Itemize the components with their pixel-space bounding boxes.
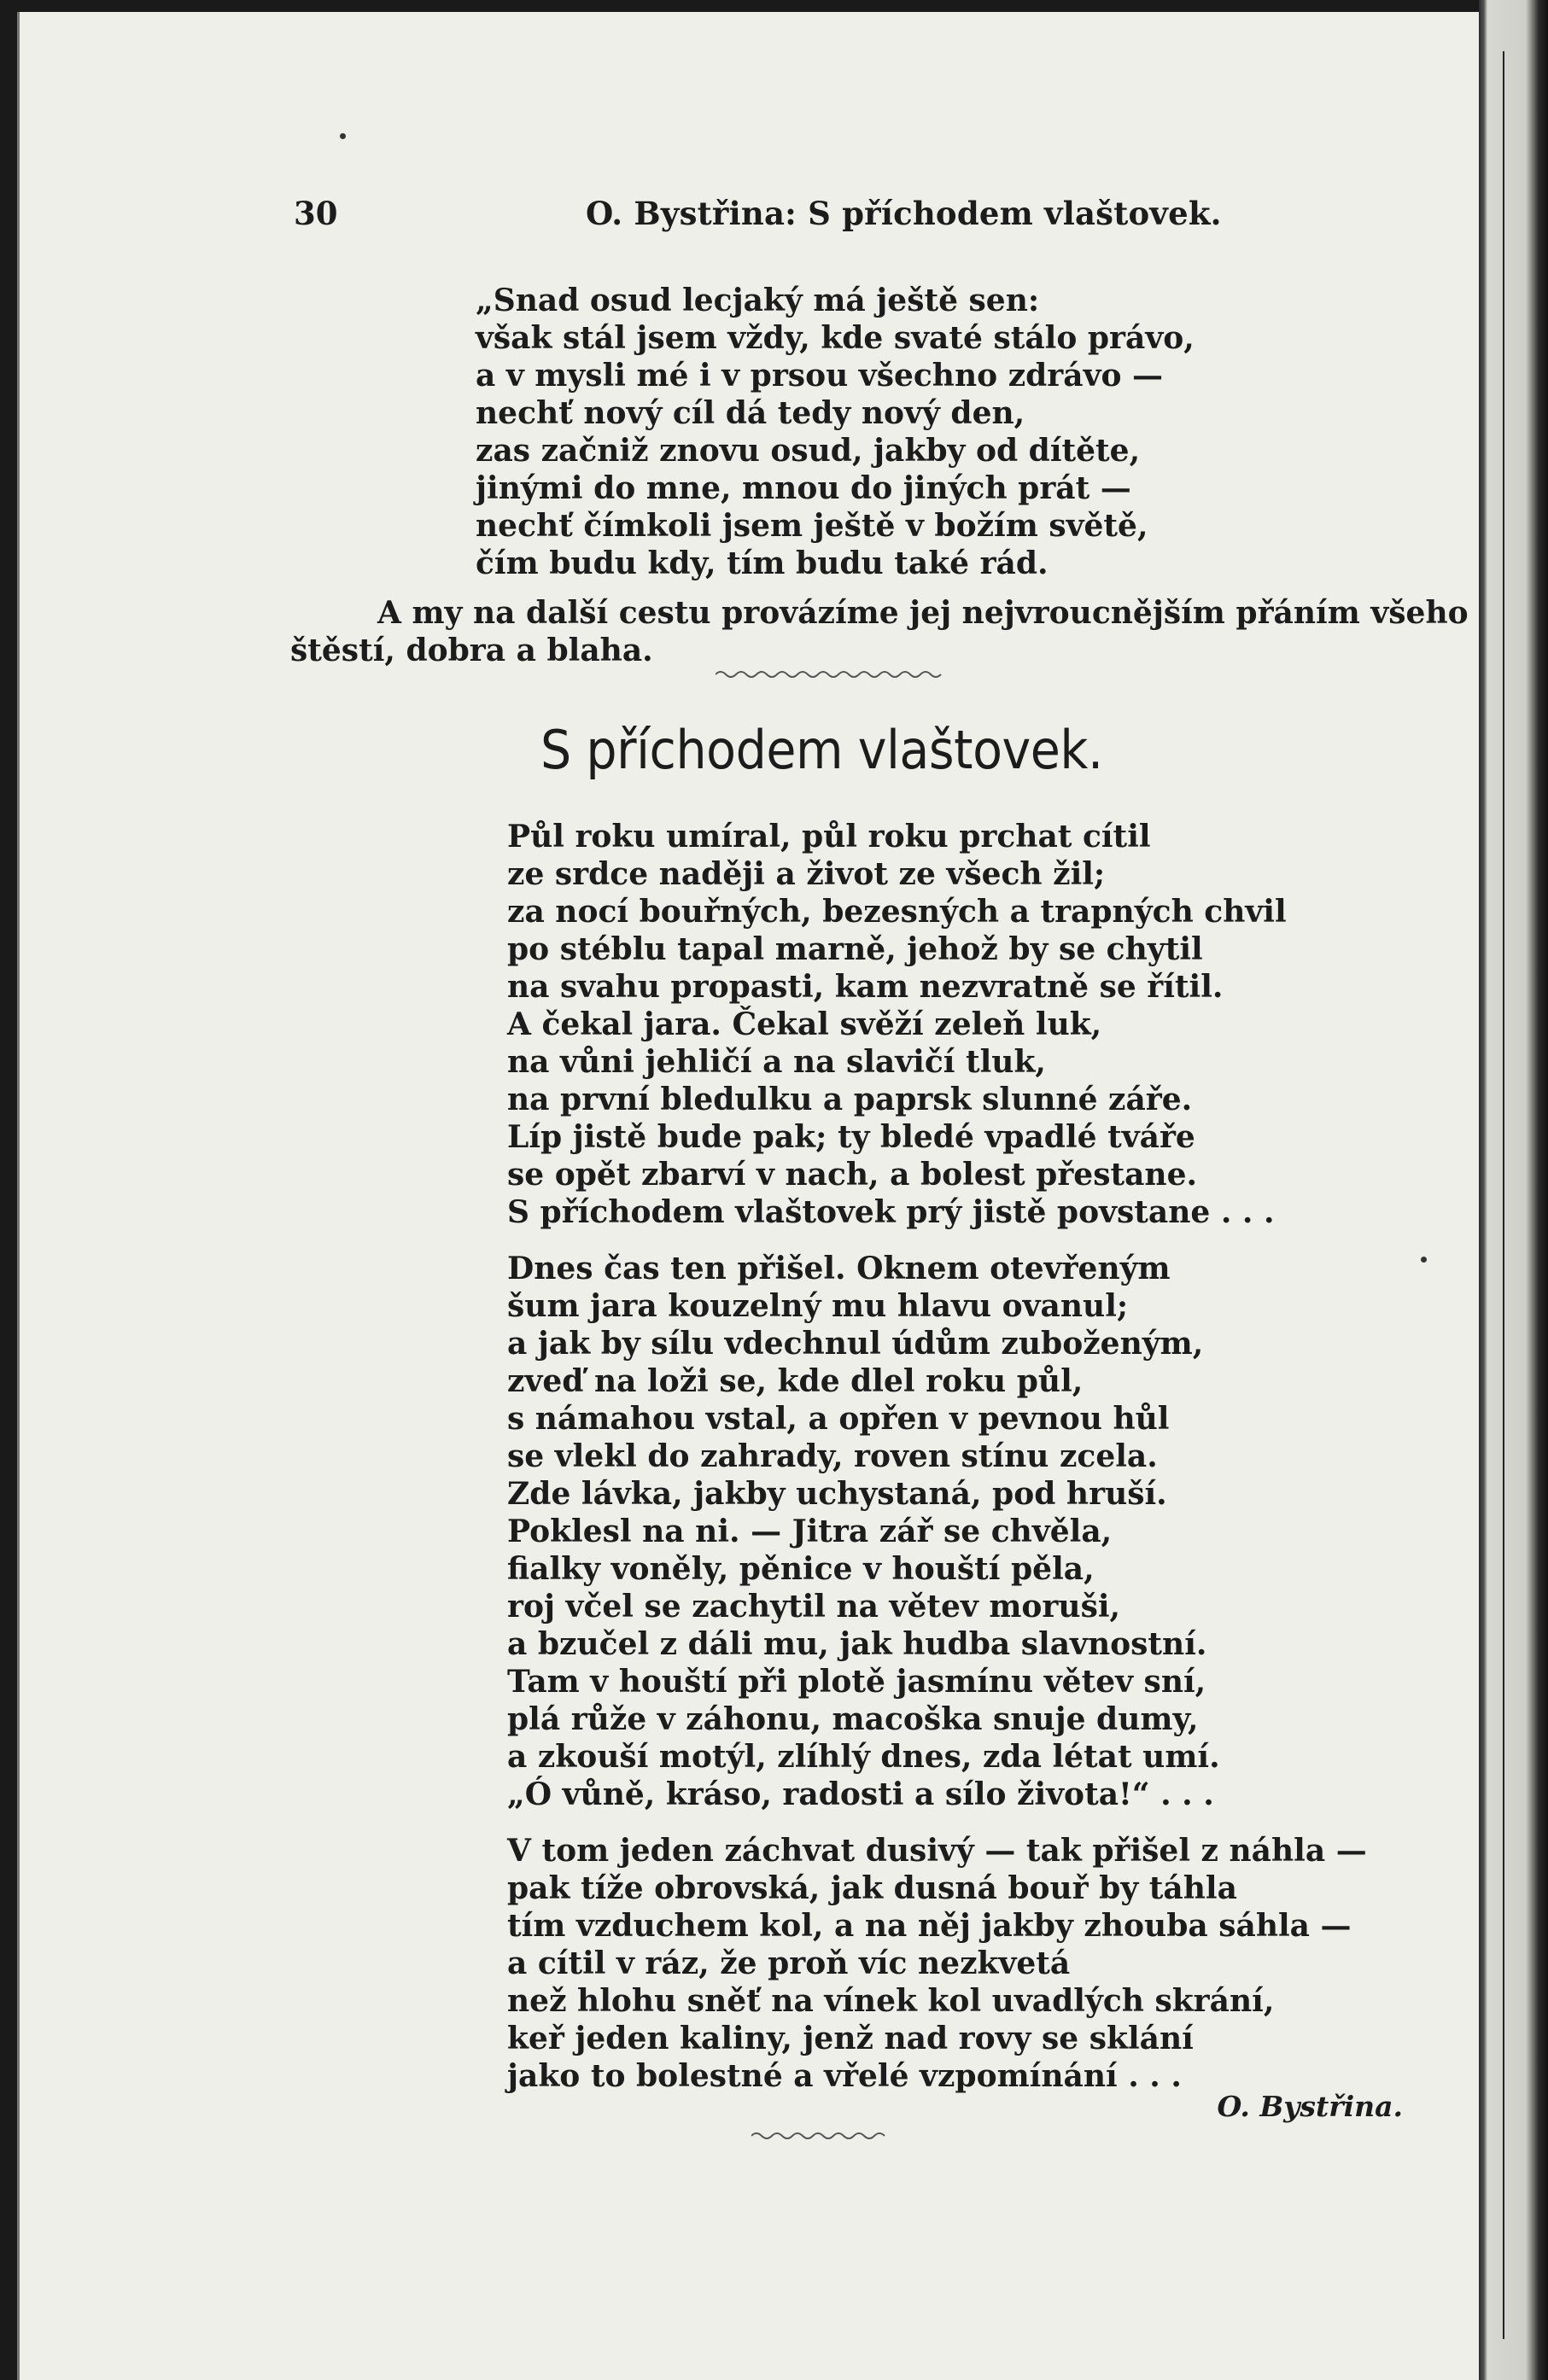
verse-line: a cítil v ráz, že proň víc nezkvetá [507, 1945, 1071, 1981]
verse-line: keř jeden kaliny, jenž nad rovy se sklání [507, 2021, 1194, 2056]
verse-line: plá růže v záhonu, macoška snuje dumy, [507, 1701, 1199, 1737]
verse-line: po stéblu tapal marně, jehož by se chytil [507, 931, 1203, 967]
verse-line: a v mysli mé i v prsou všechno zdrávo — [476, 358, 1164, 394]
verse-line: šum jara kouzelný mu hlavu ovanul; [507, 1288, 1129, 1324]
wave-ornament-end [751, 2129, 888, 2143]
verse-line: nechť nový cíl dá tedy nový den, [476, 395, 1025, 431]
verse-line: „Ó vůně, kráso, radosti a sílo života!“ . . . [507, 1776, 1214, 1812]
prose-line: A my na další cestu provázíme jej nejvroucnějším přáním všeho [377, 595, 1469, 631]
verse-line: Zde lávka, jakby uchystaná, pod hruší. [507, 1476, 1167, 1512]
intro-stanza [476, 282, 1195, 582]
verse-line: ze srdce naději a život ze všech žil; [507, 856, 1106, 892]
verse-line: Půl roku umíral, půl roku prchat cítil [507, 819, 1151, 855]
verse-line: s námahou vstal, a opřen v pevnou hůl [507, 1401, 1170, 1437]
running-title: O. Bystřina: S příchodem vlaštovek. [586, 195, 1222, 232]
verse-line: tím vzduchem kol, a na něj jakby zhouba sáhla — [507, 1908, 1352, 1944]
verse-line: jinými do mne, mnou do jiných prát — [476, 470, 1131, 506]
verse-line: zas začniž znovu osud, jakby od dítěte, [476, 433, 1141, 469]
verse-line: Líp jistě bude pak; ty bledé vpadlé tváře [507, 1119, 1195, 1155]
page-number: 30 [294, 195, 338, 232]
verse-line: než hlohu sněť na vínek kol uvadlých skrání, [507, 1983, 1275, 2019]
poem-title: S příchodem vlaštovek. [540, 719, 1103, 781]
speck [1421, 1257, 1427, 1263]
verse-line: se opět zbarví v nach, a bolest přestane. [507, 1157, 1198, 1193]
poem-stanza-1 [507, 818, 1287, 1231]
verse-line: Tam v houští při plotě jasmínu větev sní, [507, 1664, 1206, 1700]
verse-line: „Snad osud lecjaký má ještě sen: [476, 283, 1040, 318]
verse-line: na první bledulku a paprsk slunné záře. [507, 1082, 1193, 1117]
prose-line: štěstí, dobra a blaha. [290, 633, 653, 668]
verse-line: a jak by sílu vdechnul údům zuboženým, [507, 1326, 1204, 1362]
verse-line: čím budu kdy, tím budu také rád. [476, 545, 1049, 581]
verse-line: se vlekl do zahrady, roven stínu zcela. [507, 1438, 1158, 1474]
verse-line: na vůni jehličí a na slavičí tluk, [507, 1044, 1046, 1080]
verse-line: na svahu propasti, kam nezvratně se řítil. [507, 969, 1224, 1005]
verse-line: Dnes čas ten přišel. Oknem otevřeným [507, 1251, 1171, 1286]
verse-line: pak tíže obrovská, jak dusná bouř by táhla [507, 1870, 1237, 1906]
verse-line: Poklesl na ni. — Jitra zář se chvěla, [507, 1514, 1113, 1549]
prose-paragraph [290, 594, 1469, 669]
binding-line [1503, 51, 1504, 2339]
poem-stanza-2 [507, 1250, 1220, 1813]
author-signature: O. Bystřina. [1217, 2090, 1403, 2123]
verse-line: a bzučel z dáli mu, jak hudba slavnostní. [507, 1626, 1207, 1662]
poem-stanza-3 [507, 1832, 1367, 2095]
verse-line: A čekal jara. Čekal svěží zeleň luk, [507, 1006, 1102, 1042]
verse-line: však stál jsem vždy, kde svaté stálo právo, [476, 320, 1195, 356]
verse-line: fialky voněly, pěnice v houští pěla, [507, 1551, 1095, 1587]
verse-line: roj včel se zachytil na větev moruši, [507, 1589, 1121, 1625]
page-edge [1479, 0, 1548, 2380]
speck [340, 133, 346, 139]
verse-line: nechť čímkoli jsem ještě v božím světě, [476, 508, 1148, 544]
verse-line: S příchodem vlaštovek prý jistě povstane . . . [507, 1194, 1275, 1230]
verse-line: zveď na loži se, kde dlel roku půl, [507, 1363, 1084, 1399]
verse-line: a zkouší motýl, zlíhlý dnes, zda létat umí. [507, 1739, 1220, 1775]
wave-ornament-divider [716, 668, 946, 681]
verse-line: V tom jeden záchvat dusivý — tak přišel z náhla — [507, 1833, 1367, 1869]
verse-line: za nocí bouřných, bezesných a trapných chvil [507, 894, 1287, 930]
verse-line: jako to bolestné a vřelé vzpomínání . . . [507, 2058, 1182, 2094]
